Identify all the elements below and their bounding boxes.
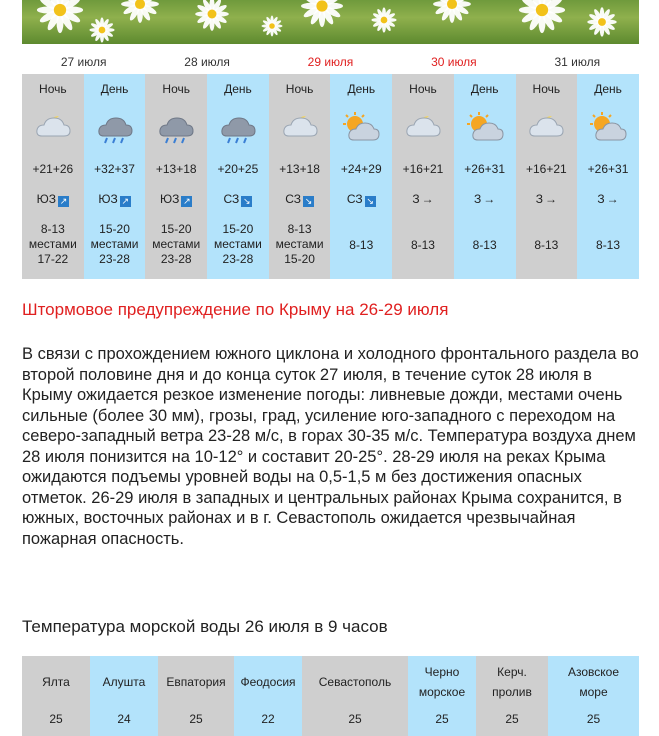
sea-station-name-line: Феодосия [240,675,296,689]
wind-speed [145,222,207,267]
wind-speed-line: 8-13 [596,238,621,252]
wind-arrow-icon: → [483,192,496,206]
sea-station-name-line: Ялта [42,675,70,689]
wind-speed-line: 8-13 [472,238,497,252]
wind-speed-line: 15-20 [222,222,254,236]
wind-speed [22,222,84,267]
sea-temperature-value: 25 [189,712,203,726]
sea-station-column [90,656,158,736]
sea-station-column [234,656,302,736]
period-label: День [100,82,129,96]
wind-speed-line: 23-28 [222,252,254,266]
wind-arrow-icon: → [606,192,619,206]
wind-direction-label: З [597,192,605,206]
forecast-date: 31 июля [554,55,601,69]
forecast-column-day [454,74,516,279]
forecast-column-day [84,74,146,279]
sea-station-name-line: Керч. [497,665,527,679]
period-label: День [224,82,252,96]
sea-temperature-value: 24 [117,712,131,726]
period-label: Ночь [39,82,67,96]
sea-station-name-line: пролив [492,685,532,699]
sea-station-name [476,662,548,702]
cloudy-night-icon [526,112,566,144]
wind-direction [269,192,331,207]
rain-cloud-icon [95,112,135,144]
temperature-range: +24+29 [340,162,382,176]
forecast-column-day [330,74,392,279]
wind-direction-label: ЮЗ [36,192,57,206]
sea-station-name [302,672,408,692]
sea-temperature-table [22,656,639,736]
sea-station-column [548,656,639,736]
wind-direction [577,192,639,206]
sea-temperature-value: 25 [348,712,362,726]
wind-arrow-icon: ↗ [121,196,129,206]
cloudy-night-icon [403,112,443,144]
period-label: Ночь [532,82,561,96]
temperature-range: +26+31 [464,162,506,176]
sea-temperature-value: 25 [505,712,519,726]
temperature-range: +21+26 [32,162,74,176]
wind-direction [516,192,578,206]
wind-direction [454,192,516,206]
wind-direction [84,192,146,207]
period-label: День [594,82,622,96]
temperature-range: +20+25 [217,162,259,176]
wind-speed-line: 15-20 [284,252,315,266]
sea-station-name-line: Черно [424,665,460,679]
wind-arrow-icon: ↘ [366,196,374,206]
sea-station-name [234,672,302,692]
rain-cloud-icon [218,112,258,144]
partly-sunny-icon [341,112,381,144]
wind-arrow-icon: ↘ [304,196,313,206]
sea-station-name-line: Евпатория [166,675,226,689]
partly-sunny-icon [465,112,505,144]
sea-station-column [302,656,408,736]
partly-sunny-icon [588,112,628,144]
sea-station-name [90,672,158,692]
forecast-column-night [22,74,84,279]
temperature-range: +13+18 [155,162,197,176]
wind-direction-label: СЗ [223,192,240,206]
wind-direction-label: З [412,192,420,206]
wind-speed-line: местами [90,237,139,251]
wind-speed [269,222,331,267]
forecast-column-night [269,74,331,279]
sea-station-name-line: морское [418,685,466,699]
temperature-range: +16+21 [402,162,444,176]
forecast-date: 30 июля [431,55,477,69]
wind-speed-line: местами [213,237,262,251]
wind-speed-line: 8-13 [40,222,65,236]
wind-direction [145,192,207,207]
wind-direction-label: ЮЗ [160,192,180,206]
wind-speed-line: 15-20 [160,222,192,236]
period-label: День [470,82,499,96]
wind-speed-line: 8-13 [410,238,435,252]
wind-speed [392,238,454,253]
sea-station-name [158,672,234,692]
sea-temperature-value: 22 [261,712,275,726]
storm-warning-title: Штормовое предупреждение по Крыму на 26-29 июля [22,300,449,319]
wind-direction-label: СЗ [346,192,363,206]
sea-station-column [158,656,234,736]
temperature-range: +13+18 [279,162,320,176]
wind-speed [330,238,392,253]
cloudy-night-icon [280,112,320,144]
wind-direction-label: ЮЗ [98,192,118,206]
temperature-range: +26+31 [587,162,629,176]
sea-temperature-value: 25 [586,712,601,726]
sea-station-column [22,656,90,736]
sea-station-name [22,672,90,692]
rain-cloud-icon [156,112,196,144]
wind-speed-line: 17-22 [37,252,69,266]
temperature-range: +32+37 [94,162,135,176]
sea-station-column [476,656,548,736]
forecast-date: 28 июля [184,55,230,69]
storm-warning-text: В связи с прохождением южного циклона и холодного фронтального раздела во второй половине дня и до конца суток 27 июля, в течение суток 28 июля в Крыму ожидается резкое изменение погоды: ливневые дожди, местами очень сильные (более 30 мм), грозы, град, усиление юго-западного с переходом на северо-западный ветра 23-28 м/с, в горах 30-35 м/с. Температура воздуха днем 28 июля понизится на 10-12° и составит 20-25°. 28-29 июля на реках Крыма ожидаются подъемы уровней воды на 0,5-1,5 м без достижения опасных отметок. 26-29 июля в западных и центральных районах Крыма сохранится, в южных, восточных районах и в г. Севастополь ожидается чрезвычайная пожарная опасность. [22,345,639,548]
wind-arrow-icon: ↗ [183,196,191,206]
wind-speed-line: 23-28 [160,252,192,266]
sea-temperature-value: 25 [435,712,449,726]
wind-speed-line: местами [28,237,77,251]
cloudy-night-icon [33,112,73,144]
wind-direction [207,192,269,207]
wind-speed-line: 23-28 [99,252,130,266]
wind-speed-line: 8-13 [349,238,374,252]
sea-station-name [408,662,476,702]
wind-speed [454,238,516,253]
wind-direction [330,192,392,207]
forecast-grid [22,74,639,279]
forecast-column-day [207,74,269,279]
sea-station-name [548,662,639,702]
wind-speed [207,222,269,267]
wind-direction-label: СЗ [285,192,301,206]
period-label: Ночь [285,82,314,96]
wind-direction-label: З [535,192,543,206]
sea-station-name-line: Севастополь [318,675,392,689]
wind-direction [22,192,84,207]
wind-speed-line: 8-13 [287,222,312,236]
forecast-dates-row [22,55,639,73]
wind-speed-line: 8-13 [534,238,559,252]
daisy-flowers-illustration [22,0,639,44]
wind-speed-line: местами [152,237,201,251]
daisy-banner-image [22,0,639,44]
wind-speed-line: 15-20 [99,222,130,236]
temperature-range: +16+21 [525,162,567,176]
forecast-column-night [145,74,207,279]
wind-arrow-icon: ↗ [59,196,68,206]
forecast-date: 29 июля [307,55,354,69]
sea-temperature-title: Температура морской воды 26 июля в 9 часов [22,617,388,636]
sea-station-column [408,656,476,736]
wind-speed [516,238,578,253]
wind-speed-line: местами [275,237,324,251]
forecast-column-day [577,74,639,279]
sea-station-name-line: Алушта [102,675,146,689]
wind-speed [577,238,639,253]
period-label: Ночь [162,82,191,96]
forecast-column-night [392,74,454,279]
wind-speed [84,222,146,267]
sea-temperature-value: 25 [49,712,63,726]
period-label: День [347,82,376,96]
period-label: Ночь [409,82,437,96]
sea-station-name-line: море [579,685,608,699]
forecast-column-night [516,74,578,279]
sea-station-name-line: Азовское [567,665,620,679]
wind-arrow-icon: → [544,192,557,206]
wind-arrow-icon: → [421,192,434,206]
forecast-date: 27 июля [60,55,107,69]
wind-direction-label: З [474,192,482,206]
wind-direction [392,192,454,206]
wind-arrow-icon: ↘ [243,196,251,206]
